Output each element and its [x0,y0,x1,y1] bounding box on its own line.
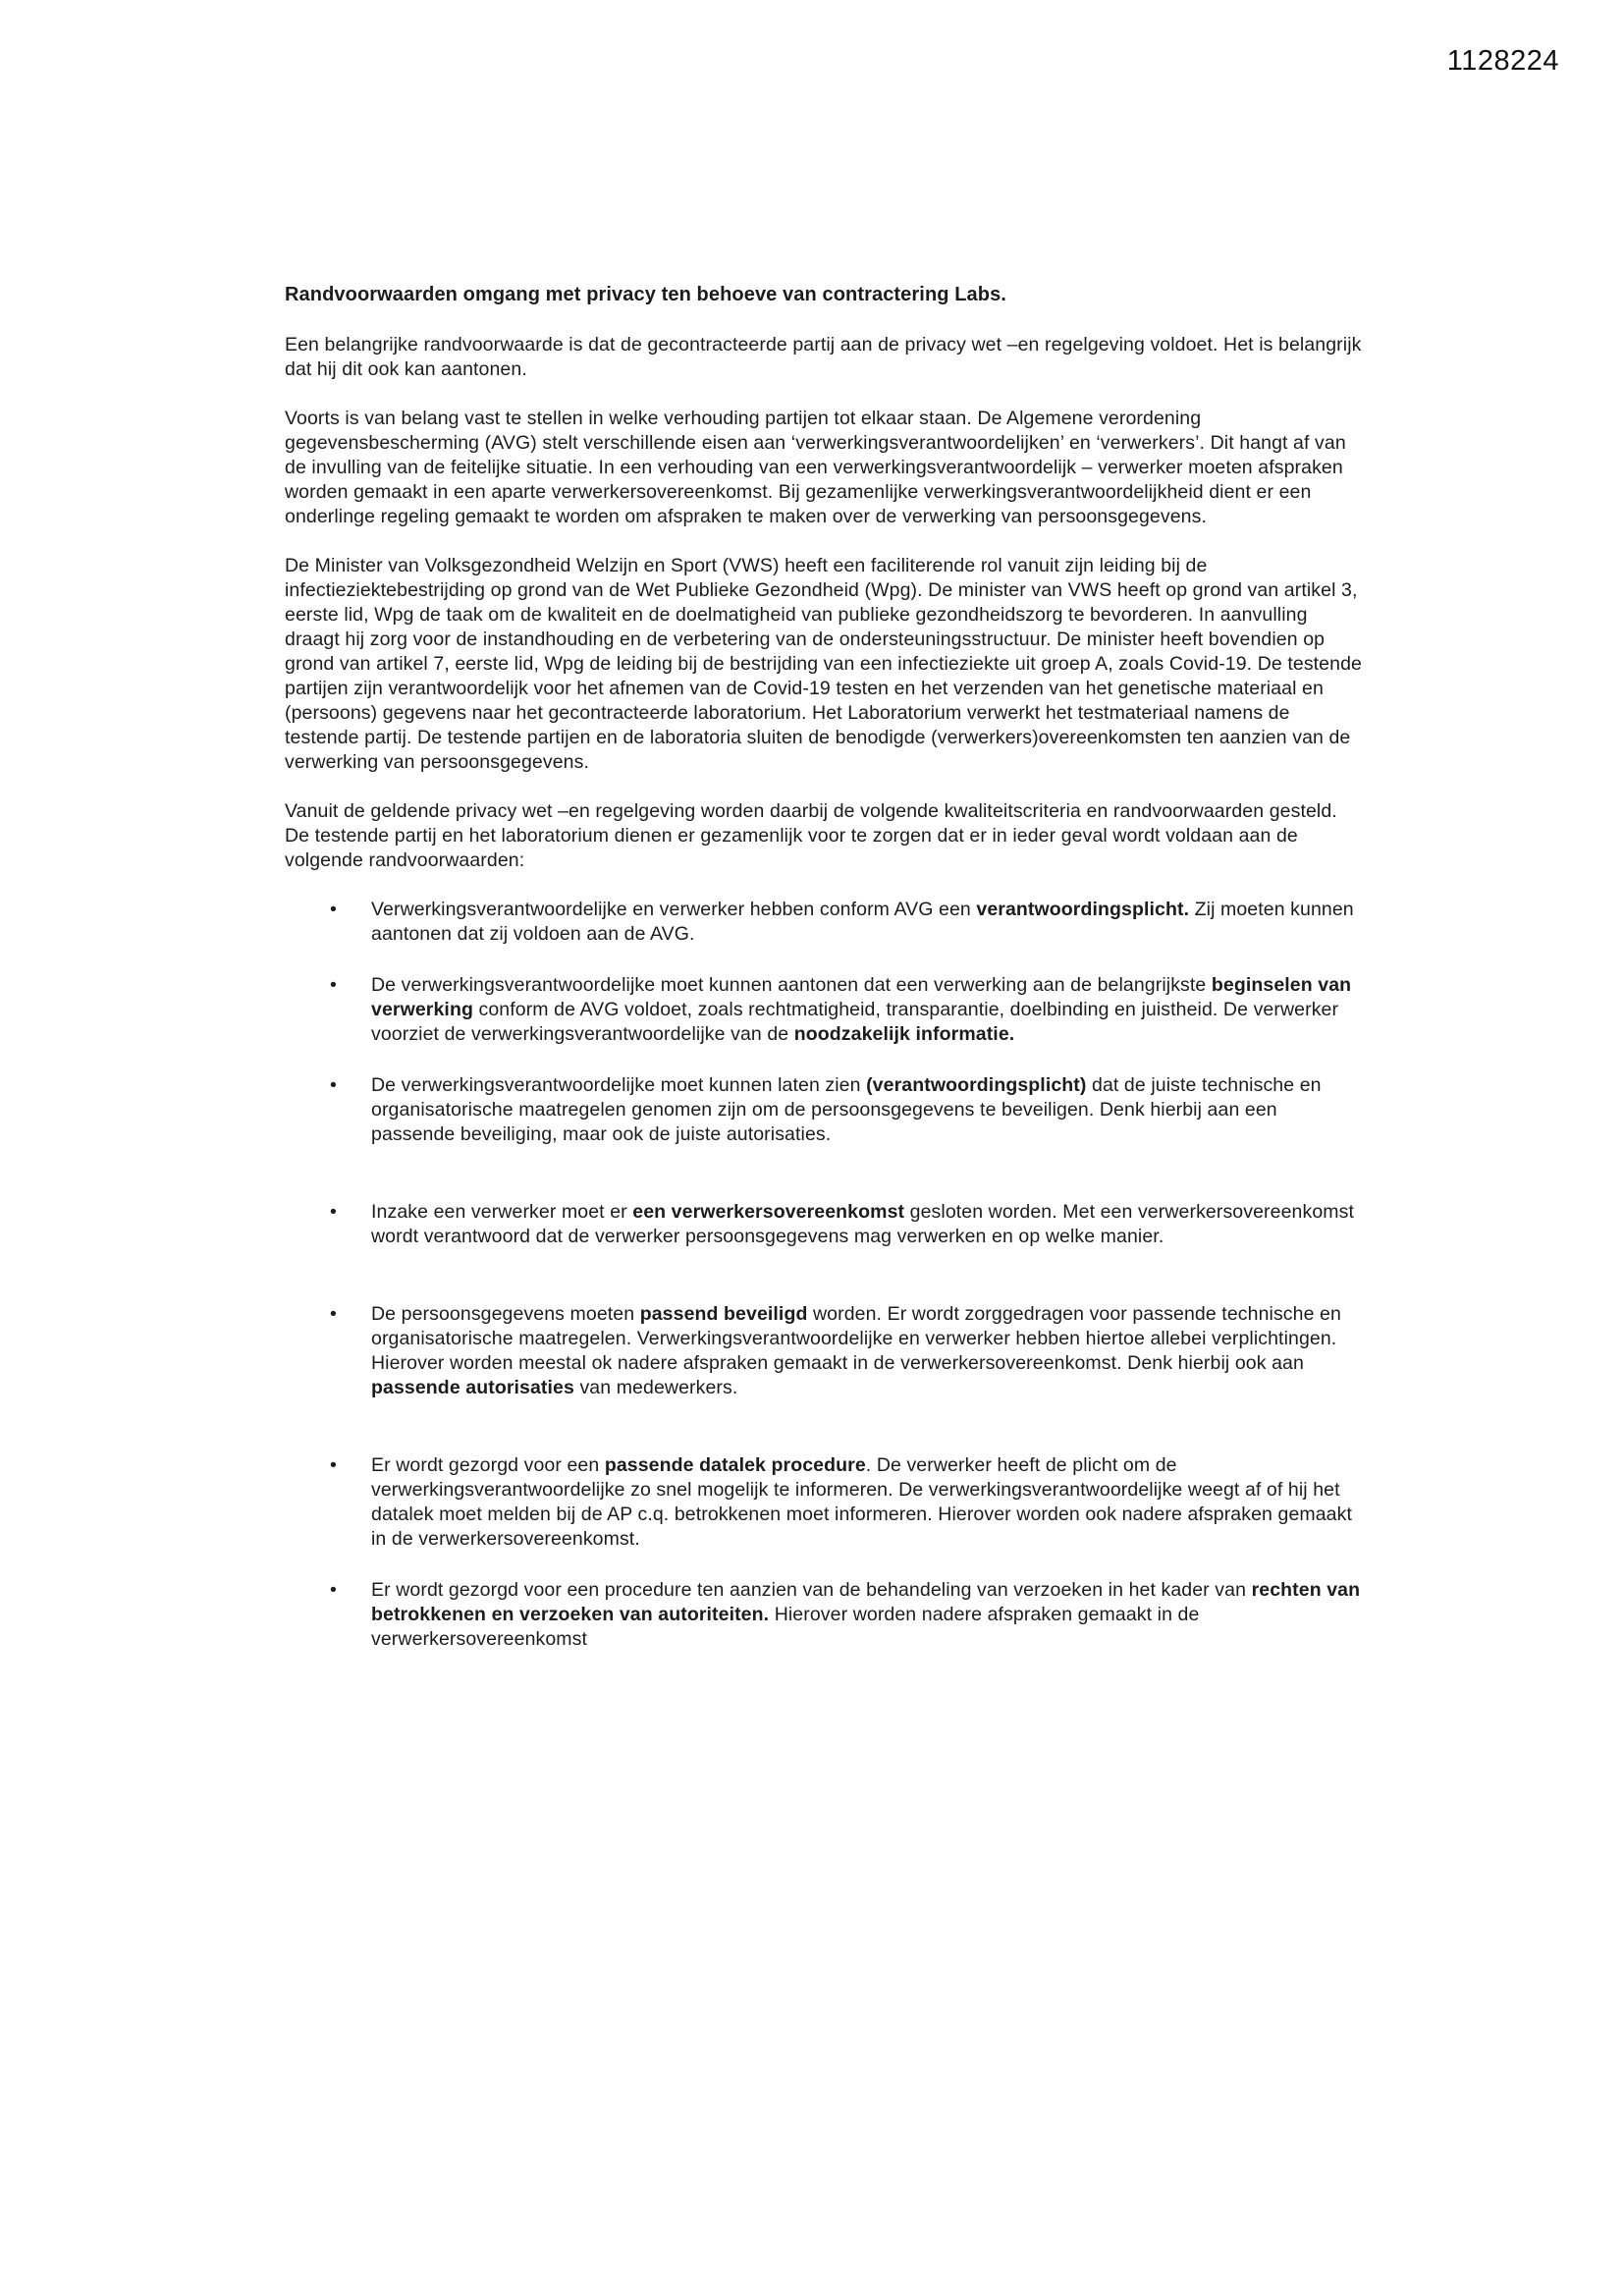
bullet-icon [330,1453,337,1478]
bullet-icon [330,1200,337,1225]
list-item [285,1302,1365,1400]
bullet-icon [330,1073,337,1098]
paragraph-kwaliteitscriteria: Vanuit de geldende privacy wet –en regelgeving worden daarbij de volgende kwaliteitscriteria en randvoorwaarden gesteld. De testende partij en het laboratorium dienen er gezamenlijk voor te zorgen dat er in ieder geval wordt voldaan aan de volgende randvoorwaarden: [285,800,1337,871]
bullet-text: Er wordt gezorgd voor een passende datalek procedure. De verwerker heeft de plicht om de verwerkingsverantwoordelijke zo snel mogelijk te informeren. De verwerkingsverantwoordelijke weegt af of hij het datalek moet melden bij de AP c.q. betrokkenen moet informeren. Hierover worden ook nadere afspraken gemaakt in de verwerkersovereenkomst. [371,1454,1352,1550]
bullet-text: Er wordt gezorgd voor een procedure ten aanzien van de behandeling van verzoeken in het kader van rechten van betrokkenen en verzoeken van autoriteiten. Hierover worden nadere afspraken gemaakt in de verwerkersovereenkomst [371,1579,1361,1650]
bullet-list [285,898,1365,1652]
bullet-icon [330,1578,337,1603]
bullet-text: De verwerkingsverantwoordelijke moet kunnen laten zien (verantwoordingsplicht) dat de juiste technische en organisatorische maatregelen genomen zijn om de persoonsgegevens te beveiligen. Denk hierbij aan een passende beveiliging, maar ook de juiste autorisaties. [371,1074,1322,1145]
bullet-icon [330,898,337,922]
list-item [285,1453,1365,1552]
bullet-icon [330,973,337,998]
document-title: Randvoorwaarden omgang met privacy ten behoeve van contractering Labs. [285,284,1006,305]
bullet-text: Inzake een verwerker moet er een verwerkersovereenkomst gesloten worden. Met een verwerkersovereenkomst wordt verantwoord dat de verwerker persoonsgegevens mag verwerken en op welke manier. [371,1201,1354,1247]
paragraph-verhouding: Voorts is van belang vast te stellen in welke verhouding partijen tot elkaar staan. De Algemene verordening gegevensbescherming (AVG) stelt verschillende eisen aan ‘verwerkingsverantwoordelijken’ en ‘verwerkers’. Dit hangt af van de invulling van de feitelijke situatie. In een verhouding van een verwerkingsverantwoordelijk – verwerker moeten afspraken worden gemaakt in een aparte verwerkersovereenkomst. Bij gezamenlijke verwerkingsverantwoordelijkheid dient er een onderlinge regeling gemaakt te worden om afspraken te maken over de verwerking van persoonsgegevens. [285,408,1346,527]
bullet-icon [330,1302,337,1327]
document-content [285,283,1365,1678]
paragraph-minister-vws: De Minister van Volksgezondheid Welzijn en Sport (VWS) heeft een faciliterende rol vanuit zijn leiding bij de infectieziektebestrijding op grond van de Wet Publieke Gezondheid (Wpg). De minister van VWS heeft op grond van artikel 3, eerste lid, Wpg de taak om de kwaliteit en de doelmatigheid van publieke gezondheidszorg te bevorderen. In aanvulling draagt hij zorg voor de instandhouding en de verbetering van de ondersteuningsstructuur. De minister heeft bovendien op grond van artikel 7, eerste lid, Wpg de leiding bij de bestrijding van een infectieziekte uit groep A, zoals Covid-19. De testende partijen zijn verantwoordelijk voor het afnemen van de Covid-19 testen en het verzenden van het genetische materiaal en (persoons) gegevens naar het gecontracteerde laboratorium. Het Laboratorium verwerkt het testmateriaal namens de testende partij. De testende partijen en de laboratoria sluiten de benodigde (verwerkers)overeenkomsten ten aanzien van de verwerking van persoonsgegevens. [285,555,1362,773]
bullet-text: Verwerkingsverantwoordelijke en verwerker hebben conform AVG een verantwoordingsplicht. Zij moeten kunnen aantonen dat zij voldoen aan de AVG. [371,899,1354,945]
list-item [285,1578,1365,1652]
bullet-text: De persoonsgegevens moeten passend beveiligd worden. Er wordt zorggedragen voor passende technische en organisatorische maatregelen. Verwerkingsverantwoordelijke en verwerker hebben hiertoe allebei verplichtingen. Hierover worden meestal ok nadere afspraken gemaakt in de verwerkersovereenkomst. Denk hierbij ook aan passende autorisaties van medewerkers. [371,1303,1341,1398]
list-item [285,973,1365,1047]
bullet-text: De verwerkingsverantwoordelijke moet kunnen aantonen dat een verwerking aan de belangrijkste beginselen van verwerking conform de AVG voldoet, zoals rechtmatigheid, transparantie, doelbinding en juistheid. De verwerker voorziet de verwerkingsverantwoordelijke van de noodzakelijk informatie. [371,974,1352,1045]
list-item [285,1200,1365,1249]
list-item [285,1073,1365,1147]
list-item [285,898,1365,947]
document-number: 1128224 [1446,45,1559,77]
paragraph-intro: Een belangrijke randvoorwaarde is dat de gecontracteerde partij aan de privacy wet –en regelgeving voldoet. Het is belangrijk dat hij dit ook kan aantonen. [285,334,1362,380]
